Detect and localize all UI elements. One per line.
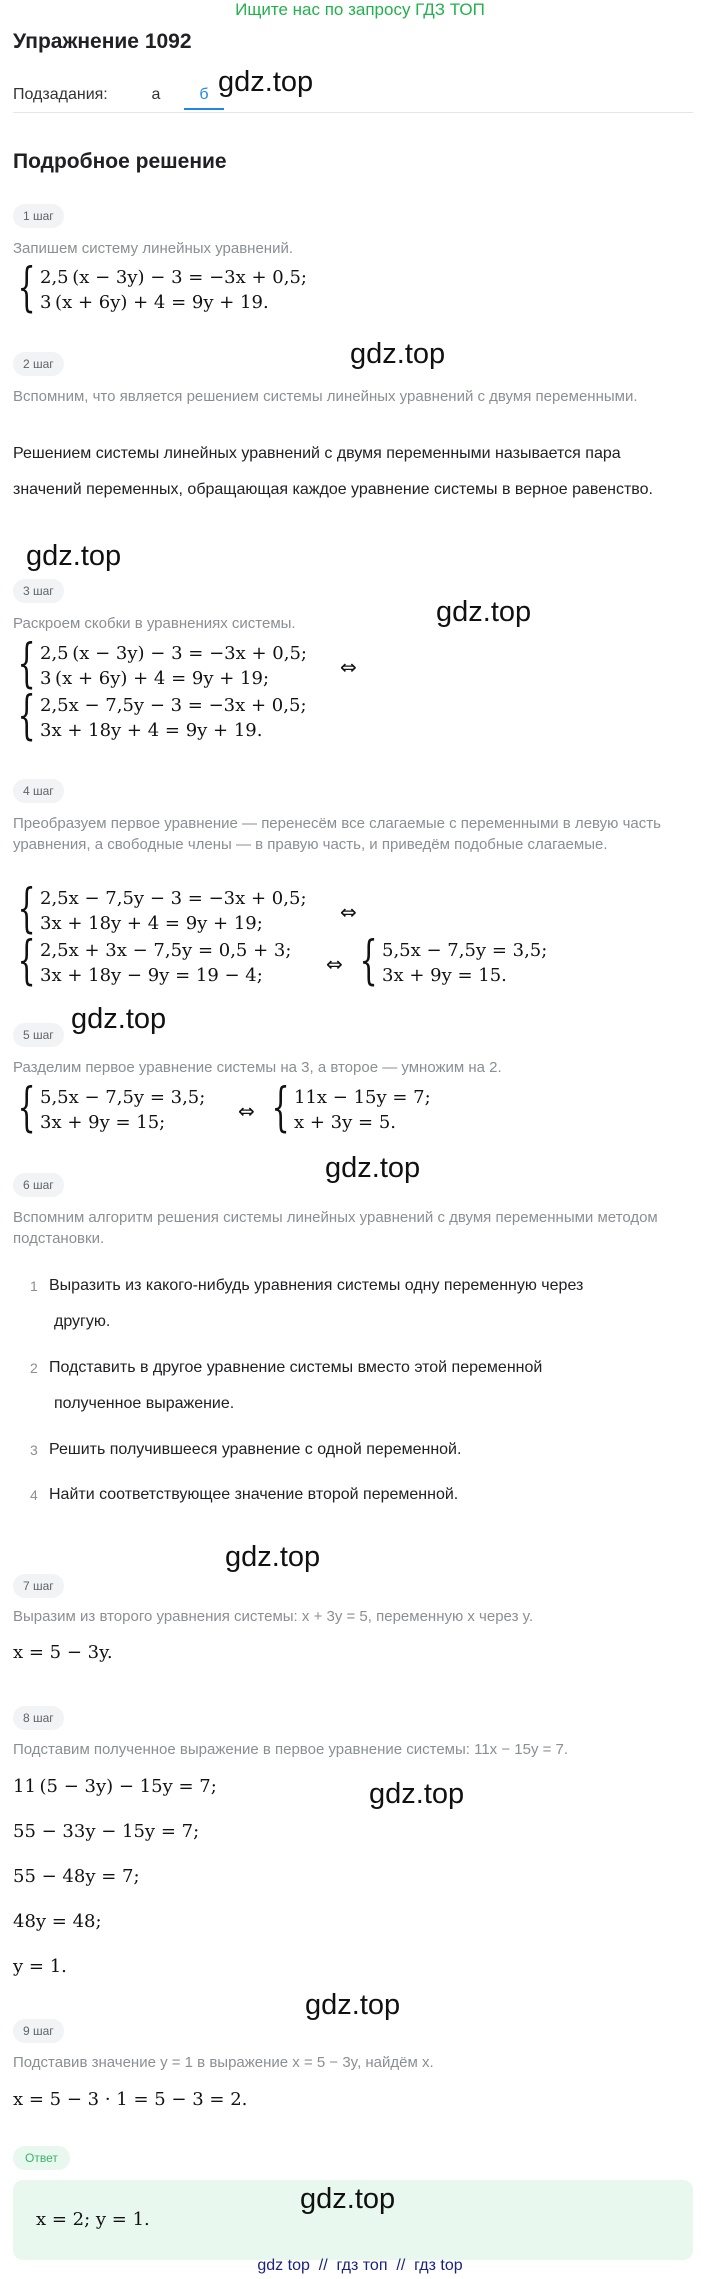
step-badge: 9 шаг [13,2019,64,2043]
equivalence-symbol: ⇔ [340,655,357,679]
watermark: gdz.top [218,66,314,98]
list-item: Решить получившееся уравнение с одной переменной. [49,1441,462,1458]
system-brace: { [17,879,36,939]
subtask-tab-a[interactable]: а [151,86,161,103]
watermark: gdz.top [305,1989,401,2021]
equation: 3x + 18y − 9y = 19 − 4; [40,965,263,986]
list-item: другую. [54,1313,111,1330]
equation: 3x + 18y + 4 = 9y + 19. [40,720,263,741]
watermark: gdz.top [26,540,122,572]
watermark: gdz.top [369,1778,465,1810]
equation: 2,5x + 3x − 7,5y = 0,5 + 3; [40,940,292,961]
system-brace: { [17,686,36,746]
definition-text: Решением системы линейных уравнений с двумя переменными называется пара значений переменных, обращающая каждое уравнение системы в верное равенство. [13,445,653,498]
list-item: Выразить из какого-нибудь уравнения системы одну переменную через [49,1277,584,1294]
equation: 11x − 15y = 7; [294,1087,431,1108]
equation: 3 (x + 6y) + 4 = 9y + 19. [40,292,269,313]
step-description: Выразим из второго уравнения системы: x + 3y = 5, переменную x через y. [13,1608,534,1625]
equation: 55 − 33y − 15y = 7; [13,1821,200,1842]
system-brace: { [271,1078,290,1138]
step-badge: 8 шаг [13,1706,64,1730]
subtask-tab-b[interactable]: б [184,82,224,110]
equation: 3x + 18y + 4 = 9y + 19; [40,913,263,934]
list-item: полученное выражение. [54,1395,235,1412]
step-description: Подставив значение y = 1 в выражение x = 5 − 3y, найдём x. [13,2054,434,2071]
equation: 3 (x + 6y) + 4 = 9y + 19; [40,668,270,689]
equation: x + 3y = 5. [294,1112,396,1133]
search-banner[interactable]: Ищите нас по запросу ГДЗ ТОП [235,0,485,19]
page-title: Упражнение 1092 [13,30,192,53]
tabs-divider [13,112,693,113]
equation: 3x + 9y = 15. [382,965,507,986]
equation: 48y = 48; [13,1911,102,1932]
system-brace: { [17,634,36,694]
equation: 3x + 9y = 15; [40,1112,166,1133]
subtasks-label: Подзадания: [13,86,108,103]
step-description: Разделим первое уравнение системы на 3, а второе — умножим на 2. [13,1059,502,1076]
equation: x = 5 − 3 · 1 = 5 − 3 = 2. [13,2089,248,2110]
watermark: gdz.top [71,1003,167,1035]
equation: 11 (5 − 3y) − 15y = 7; [13,1776,217,1797]
step-badge: 6 шаг [13,1173,64,1197]
step-description: Преобразуем первое уравнение — перенесём все слагаемые с переменными в левую часть уравнения, а свободные члены — в правую часть, и приведём подобные слагаемые. [13,815,661,853]
step-badge: 1 шаг [13,204,64,228]
step-description: Раскроем скобки в уравнениях системы. [13,615,296,632]
equation: 2,5 (x − 3y) − 3 = −3x + 0,5; [40,267,307,288]
footer-links[interactable]: gdz top // гдз топ // гдз top [257,2257,463,2274]
watermark: gdz.top [225,1541,321,1573]
system-brace: { [359,931,378,991]
watermark: gdz.top [325,1152,421,1184]
list-number: 2 [30,1360,38,1376]
equation: x = 5 − 3y. [13,1642,113,1663]
equation: 2,5x − 7,5y − 3 = −3x + 0,5; [40,695,307,716]
list-item: Подставить в другое уравнение системы вместо этой переменной [49,1359,543,1376]
step-badge: 7 шаг [13,1574,64,1598]
equation: 55 − 48y = 7; [13,1866,140,1887]
watermark: gdz.top [300,2183,396,2215]
watermark: gdz.top [436,596,532,628]
list-number: 3 [30,1442,38,1458]
step-description: Подставим полученное выражение в первое уравнение системы: 11x − 15y = 7. [13,1741,569,1758]
answer-value: x = 2; y = 1. [36,2209,150,2230]
list-number: 4 [30,1487,38,1503]
answer-badge: Ответ [13,2146,70,2170]
step-badge: 2 шаг [13,352,64,376]
list-item: Найти соответствующее значение второй переменной. [49,1486,459,1503]
step-description: Запишем систему линейных уравнений. [13,240,294,257]
system-brace: { [17,258,36,318]
list-number: 1 [30,1278,38,1294]
equation: 2,5x − 7,5y − 3 = −3x + 0,5; [40,888,307,909]
equivalence-symbol: ⇔ [326,952,343,976]
system-brace: { [17,1078,36,1138]
equation: 2,5 (x − 3y) − 3 = −3x + 0,5; [40,643,307,664]
step-badge: 4 шаг [13,779,64,803]
step-description: Вспомним алгоритм решения системы линейных уравнений с двумя переменными методом подстановки. [13,1209,658,1247]
equation: 5,5x − 7,5y = 3,5; [382,940,548,961]
system-brace: { [17,931,36,991]
equivalence-symbol: ⇔ [238,1099,255,1123]
section-title: Подробное решение [13,150,227,173]
equation: 5,5x − 7,5y = 3,5; [40,1087,206,1108]
equation: y = 1. [13,1956,67,1977]
watermark: gdz.top [350,338,446,370]
equivalence-symbol: ⇔ [340,900,357,924]
step-badge: 5 шаг [13,1023,64,1047]
step-badge: 3 шаг [13,579,64,603]
step-description: Вспомним, что является решением системы линейных уравнений с двумя переменными. [13,388,638,405]
